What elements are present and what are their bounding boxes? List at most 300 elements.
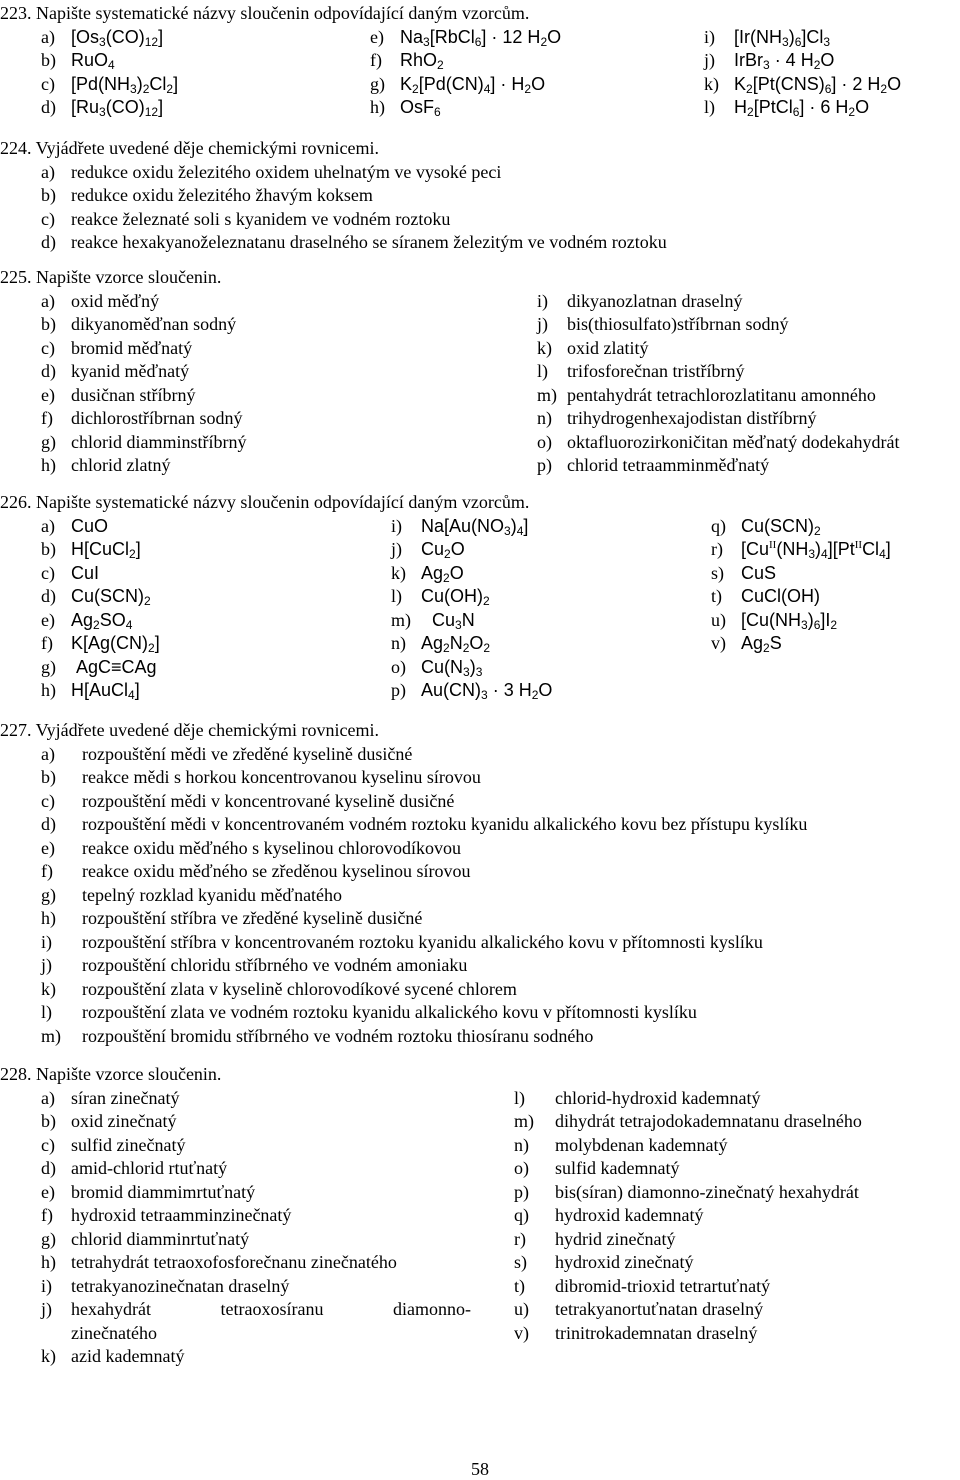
ex223-item [704, 26, 830, 50]
item-label: h) [41, 908, 56, 928]
item-row [0, 313, 789, 337]
ex226-item [391, 632, 490, 656]
ex226-item [41, 562, 99, 586]
item-row [0, 1134, 728, 1158]
item-row [0, 978, 517, 1002]
item-label: r) [514, 1228, 526, 1249]
ex228-item [41, 1204, 291, 1228]
ex226-item [41, 585, 151, 609]
item-label: e) [41, 1181, 55, 1202]
item-text: dikyanoměďnan sodný [71, 314, 237, 334]
item-label: f) [41, 408, 53, 428]
item-text: sulfid zinečnatý [71, 1134, 186, 1155]
ex227-item [41, 766, 481, 790]
ex226-item [391, 679, 552, 703]
item-label: s) [711, 562, 724, 583]
ex227-item [41, 1025, 593, 1049]
item-row [0, 49, 835, 73]
item-text: bis(síran) diamonno-zinečnatý hexahydrát [555, 1181, 859, 1202]
ex226-item [711, 562, 776, 586]
item-text: rozpouštění stříbra v koncentrovaném roztoku kyanidu alkalického kovu v přítomnosti kyslíku [82, 931, 763, 952]
ex227-item [41, 954, 467, 978]
item-label: t) [514, 1275, 525, 1296]
item-text: rozpouštění stříbra ve zředěné kyselině dusičné [82, 908, 423, 928]
item-text: bis(thiosulfato)stříbrnan sodný [567, 314, 789, 334]
item-label: i) [41, 1275, 52, 1296]
chemical-formula: $[Cu^{II}(NH_3)_4][Pt^{II}Cl_4]$ [741, 539, 891, 561]
item-text: chlorid diamminrtuťnatý [71, 1228, 250, 1249]
ex225-item [41, 407, 242, 431]
chemical-formula: $Au(CN)_3 \cdot 3$ $H_2O$ [421, 680, 553, 702]
item-row [0, 26, 831, 50]
item-row [0, 931, 763, 955]
item-text: dihydrát tetrajodokademnatanu draselného [555, 1111, 862, 1131]
item-label: f) [370, 50, 382, 70]
item-label: a) [41, 743, 55, 764]
item-label: u) [711, 609, 726, 630]
exercise-228-title: 228. Napište vzorce sloučenin. [0, 1064, 222, 1084]
item-text: dusičnan stříbrný [71, 384, 196, 405]
ex224-item [41, 208, 450, 232]
item-text: oxid zlatitý [567, 337, 649, 358]
item-label: p) [514, 1181, 529, 1202]
item-row [0, 1251, 694, 1275]
item-text-justified [71, 1298, 471, 1322]
exercise-226 [0, 491, 891, 703]
item-row [0, 585, 820, 609]
exercise-227 [0, 719, 808, 1048]
ex228-item [514, 1134, 727, 1158]
item-label: f) [41, 633, 53, 653]
item-row [0, 384, 876, 408]
ex226-item [41, 632, 160, 656]
chemical-formula: CuCl(OH) [741, 586, 820, 606]
item-label: c) [41, 73, 55, 94]
exercise-223-title: 223. Napište systematické názvy sloučenin odpovídající daným vzorcům. [0, 3, 530, 23]
item-row [0, 454, 770, 478]
item-label: b) [41, 185, 56, 205]
item-label: c) [41, 562, 55, 583]
item-text: chlorid tetraamminměďnatý [567, 455, 770, 475]
chemical-formula: $K_2[Pd(CN)_4] \cdot H_2O$ [400, 73, 546, 96]
ex228-item [41, 1087, 179, 1111]
item-label: k) [41, 978, 56, 999]
item-label: j) [391, 539, 402, 559]
item-label: c) [41, 208, 55, 229]
item-text: dichlorostříbrnan sodný [71, 408, 243, 428]
ex227-item [41, 978, 517, 1002]
chemical-formula: CuO [71, 515, 109, 536]
item-label: j) [41, 955, 52, 975]
exercise-226-items [0, 515, 891, 703]
item-text: reakce oxidu měďného se zředěnou kyselinou sírovou [82, 861, 471, 881]
chemical-formula: $Cu(OH)_2$ [421, 586, 490, 608]
item-row [0, 743, 413, 767]
ex227-item [41, 790, 454, 814]
ex226-item [391, 562, 464, 586]
ex225-item [41, 431, 246, 455]
item-label: j) [41, 1299, 52, 1319]
item-label: g) [370, 73, 385, 94]
ex228-item [41, 1345, 184, 1369]
ex228-item [514, 1110, 862, 1134]
item-label: d) [41, 814, 56, 834]
item-row [0, 884, 379, 908]
ex225-item [537, 313, 788, 337]
item-label: d) [41, 97, 56, 117]
item-text: oxid měďný [71, 290, 160, 311]
item-text: trinitrokademnatan draselný [555, 1322, 758, 1343]
item-text: trifosforečnan tristříbrný [567, 361, 745, 381]
item-text: bromid měďnatý [71, 337, 193, 358]
ex228-item [41, 1110, 176, 1134]
item-row [0, 184, 379, 208]
chemical-formula: AgC≡CAg [71, 656, 157, 677]
item-row [0, 208, 451, 232]
item-row [0, 1345, 221, 1369]
item-row [0, 1298, 764, 1322]
ex225-item [537, 337, 648, 361]
item-label: p) [391, 680, 406, 700]
item-text: redukce oxidu železitého žhavým koksem [71, 185, 373, 205]
item-row [0, 860, 471, 884]
ex228-item [514, 1204, 703, 1228]
ex224-item [41, 184, 373, 208]
item-label: a) [41, 26, 55, 47]
item-word: diamonno- [393, 1299, 471, 1319]
item-label: a) [41, 515, 55, 536]
item-label: g) [41, 1228, 56, 1249]
chemical-formula: $Cu(N_3)_3$ [421, 656, 483, 679]
item-label: h) [41, 680, 56, 700]
ex223-item [41, 26, 163, 50]
item-word: hexahydrát [71, 1299, 151, 1319]
item-label: a) [41, 161, 55, 182]
ex223-item [704, 49, 834, 73]
item-label: a) [41, 1087, 55, 1108]
ex228-item [41, 1181, 255, 1205]
item-label: m) [41, 1025, 61, 1046]
item-label: m) [537, 384, 557, 405]
item-label: k) [704, 73, 719, 94]
ex225-item [41, 313, 236, 337]
item-label: l) [704, 97, 715, 117]
item-row [0, 515, 821, 539]
item-label: q) [711, 515, 726, 536]
ex228-item [41, 1251, 397, 1275]
item-label: n) [537, 408, 552, 428]
item-label: g) [41, 884, 56, 905]
ex227-item [41, 743, 412, 767]
item-text: oktafluorozirkoničitan měďnatý dodekahydrát [567, 431, 900, 452]
item-label: m) [514, 1111, 534, 1131]
item-text: hydroxid tetraamminzinečnatý [71, 1205, 292, 1225]
item-row [0, 1204, 704, 1228]
item-text: hydrid zinečnatý [555, 1228, 676, 1249]
item-row [0, 837, 462, 861]
item-label: e) [41, 609, 55, 630]
item-label: b) [41, 50, 56, 70]
item-text: dikyanozlatnan draselný [567, 290, 743, 311]
item-text: molybdenan kademnatý [555, 1134, 728, 1155]
item-row [0, 407, 817, 431]
ex223-item [370, 73, 545, 97]
ex225-item [41, 337, 192, 361]
item-label: j) [704, 50, 715, 70]
chemical-formula: $H_2[PtCl_6] \cdot 6$ $H_2O$ [734, 97, 870, 119]
item-label: c) [41, 1134, 55, 1155]
item-text: reakce hexakyanoželeznatanu draselného se síranem železitým ve vodném roztoku [71, 232, 667, 252]
chemical-formula: $Cu(SCN)_2$ [71, 586, 151, 608]
item-label: e) [41, 384, 55, 405]
item-label: o) [537, 431, 552, 452]
chemical-formula: CuI [71, 562, 100, 583]
chemical-formula: $Cu_3N$ [432, 609, 475, 632]
ex225-item [41, 454, 170, 478]
item-row [0, 766, 481, 790]
ex228-item [41, 1275, 289, 1299]
item-text: tetrahydrát tetraoxofosforečnanu zinečnatého [71, 1252, 397, 1272]
ex223-item [704, 73, 901, 97]
ex225-item [41, 384, 195, 408]
item-row [0, 1228, 676, 1252]
item-text: rozpouštění mědi v koncentrované kyselině dusičné [82, 790, 455, 811]
item-label: d) [41, 232, 56, 252]
ex225-item [537, 407, 816, 431]
ex228-item [514, 1251, 693, 1275]
ex227-item [41, 813, 807, 837]
chemical-formula: $[Ir(NH_3)_6]Cl_3$ [734, 26, 831, 49]
ex226-item [41, 656, 157, 680]
chemical-formula: RuO$_4$ [71, 50, 115, 72]
item-text: chlorid-hydroxid kademnatý [555, 1087, 761, 1108]
item-label: n) [391, 633, 406, 653]
ex228-item [514, 1228, 675, 1252]
item-label: m) [391, 609, 411, 630]
chemical-formula: $[Pd(NH_3)_2Cl_2]$ [71, 73, 179, 96]
ex228-item [514, 1157, 679, 1181]
exercise-225 [0, 266, 900, 478]
ex226-item [711, 585, 820, 609]
item-label: b) [41, 314, 56, 334]
ex228-item [514, 1181, 859, 1205]
ex228-item [41, 1157, 227, 1181]
item-row [0, 290, 743, 314]
exercise-224-title: 224. Vyjádřete uvedené děje chemickými rovnicemi. [0, 138, 380, 158]
item-row [0, 1001, 697, 1025]
ex225-item [537, 431, 900, 455]
item-text: dibromid-trioxid tetrartuťnatý [555, 1275, 771, 1296]
item-row [0, 813, 808, 837]
item-row [0, 337, 649, 361]
item-label: i) [537, 290, 548, 311]
ex227-item [41, 931, 763, 955]
item-text: pentahydrát tetrachlorozlatitanu amonného [567, 384, 876, 405]
item-row [0, 538, 891, 562]
ex227-item [41, 837, 461, 861]
item-label: j) [537, 314, 548, 334]
chemical-formula: $Na_3[RbCl_6] \cdot 12$ $H_2O$ [400, 26, 562, 49]
chemical-formula: RhO$_2$ [400, 50, 444, 72]
item-text: bromid diammimrtuťnatý [71, 1181, 256, 1202]
item-row [0, 907, 423, 931]
item-label: f) [41, 861, 53, 881]
ex224-item [41, 161, 501, 185]
item-label: g) [41, 656, 56, 677]
item-row [0, 609, 838, 633]
item-text: hydroxid kademnatý [555, 1205, 704, 1225]
chemical-formula: $[Os_3(CO)_{12}]$ [71, 26, 164, 49]
item-text: kyanid měďnatý [71, 361, 190, 381]
item-text: reakce oxidu měďného s kyselinou chlorovodíkovou [82, 837, 462, 858]
ex228-item [41, 1228, 249, 1252]
item-text: hydroxid zinečnatý [555, 1252, 694, 1272]
item-row [0, 790, 455, 814]
item-label: d) [41, 361, 56, 381]
ex225-item [537, 360, 744, 384]
chemical-formula: $K_2[Pt(CNS)_6] \cdot 2$ $H_2O$ [734, 73, 902, 96]
item-label: u) [514, 1299, 529, 1319]
ex227-item [41, 884, 342, 908]
item-label: b) [41, 539, 56, 559]
exercise-223-items [0, 26, 902, 120]
ex227-item [41, 907, 422, 931]
item-label: a) [41, 290, 55, 311]
item-label: q) [514, 1205, 529, 1225]
item-row [0, 431, 900, 455]
ex225-item [537, 454, 769, 478]
ex223-item [41, 96, 163, 120]
item-text: rozpouštění zlata ve vodném roztoku kyanidu alkalického kovu v přítomnosti kyslíku [82, 1002, 697, 1022]
exercise-228 [0, 1063, 862, 1369]
item-label: v) [514, 1322, 529, 1343]
ex226-item [391, 656, 482, 680]
item-row [0, 679, 553, 703]
item-label: o) [514, 1158, 529, 1178]
page-number: 58 [471, 1459, 489, 1479]
ex226-item [711, 515, 821, 539]
item-row [0, 1087, 761, 1111]
item-label: p) [537, 455, 552, 475]
item-label: k) [391, 562, 406, 583]
item-row [0, 1322, 758, 1346]
item-label: i) [704, 26, 715, 47]
item-row [0, 632, 782, 656]
item-label: l) [537, 361, 548, 381]
item-label: e) [370, 26, 384, 47]
exercise-226-title: 226. Napište systematické názvy sloučenin odpovídající daným vzorcům. [0, 492, 530, 512]
ex223-item [704, 96, 869, 120]
chemical-formula: $Ag_2S$ [741, 633, 782, 655]
ex225-item [41, 360, 189, 384]
item-text: reakce železnaté soli s kyanidem ve vodném roztoku [71, 208, 451, 229]
ex223-item [370, 96, 441, 120]
item-row [0, 360, 745, 384]
chemical-formula: $K[Ag(CN)_2]$ [71, 633, 160, 655]
item-label: l) [41, 1002, 52, 1022]
item-text: rozpouštění zlata v kyselině chlorovodíkové sycené chlorem [82, 978, 517, 999]
ex223-item [370, 26, 561, 50]
chemical-formula: H[CuCl$_2$] [71, 539, 141, 561]
ex225-item [537, 384, 876, 408]
item-label: f) [41, 1205, 53, 1225]
item-label: e) [41, 837, 55, 858]
item-word: tetraoxosíranu [220, 1299, 324, 1319]
item-text: azid kademnatý [71, 1346, 185, 1366]
item-label: h) [41, 1252, 56, 1272]
item-row [0, 231, 667, 255]
item-text: síran zinečnatý [71, 1087, 180, 1108]
item-row [0, 954, 468, 978]
item-text: rozpouštění mědi ve zředěné kyselině dusičné [82, 743, 413, 764]
ex226-item [711, 632, 782, 656]
item-label: i) [391, 515, 402, 536]
ex226-item [711, 538, 891, 562]
item-label: t) [711, 586, 722, 606]
chemical-formula: $Ag_2O$ [421, 562, 464, 585]
item-label: c) [41, 790, 55, 811]
item-label: i) [41, 931, 52, 952]
chemical-formula: $Ag_2N_2O_2$ [421, 633, 491, 655]
item-row [0, 73, 902, 97]
item-label: o) [391, 656, 406, 677]
ex225-item [41, 290, 159, 314]
chemical-formula: $[Ru_3(CO)_{12}]$ [71, 97, 164, 119]
ex227-item [41, 1001, 697, 1025]
ex228-item [514, 1275, 770, 1299]
exercise-227-items [0, 743, 808, 1049]
item-label: l) [514, 1087, 525, 1108]
item-text: trihydrogenhexajodistan distříbrný [567, 408, 817, 428]
ex226-item [41, 538, 141, 562]
ex228-item [514, 1322, 757, 1346]
item-row [0, 1275, 771, 1299]
item-label: r) [711, 539, 723, 559]
chemical-formula: OsF$_6$ [400, 97, 441, 119]
exercise-223 [0, 2, 902, 120]
ex226-item [41, 515, 108, 539]
chemical-formula: $[Cu(NH_3)_6]I_2$ [741, 609, 838, 632]
exercise-224-items [0, 161, 667, 255]
ex228-item [514, 1087, 760, 1111]
ex226-item [391, 609, 475, 633]
item-label: n) [514, 1134, 529, 1155]
ex228-item [514, 1298, 763, 1322]
chemical-formula: IrBr$_3$ · 4 $H_2O$ [734, 50, 835, 72]
ex223-item [41, 73, 178, 97]
ex226-item [41, 609, 132, 633]
chemical-formula: $Ag_2SO_4$ [71, 609, 133, 632]
ex226-item [391, 585, 490, 609]
ex227-item [41, 860, 471, 884]
item-row [0, 1181, 859, 1205]
ex226-item [391, 538, 465, 562]
item-text: chlorid zlatný [71, 455, 171, 475]
item-label: s) [514, 1252, 527, 1272]
item-label: g) [41, 431, 56, 452]
ex223-item [41, 49, 115, 73]
item-label: l) [391, 586, 402, 606]
ex226-item [41, 679, 140, 703]
item-text: tetrakyanortuťnatan draselný [555, 1299, 764, 1319]
item-label: k) [41, 1346, 56, 1366]
item-label: b) [41, 767, 56, 787]
item-row [0, 96, 870, 120]
item-text: redukce oxidu železitého oxidem uhelnatým ve vysoké peci [71, 161, 502, 182]
ex225-item [537, 290, 742, 314]
item-text: tetrakyanozinečnatan draselný [71, 1275, 290, 1296]
item-text: sulfid kademnatý [555, 1158, 680, 1178]
